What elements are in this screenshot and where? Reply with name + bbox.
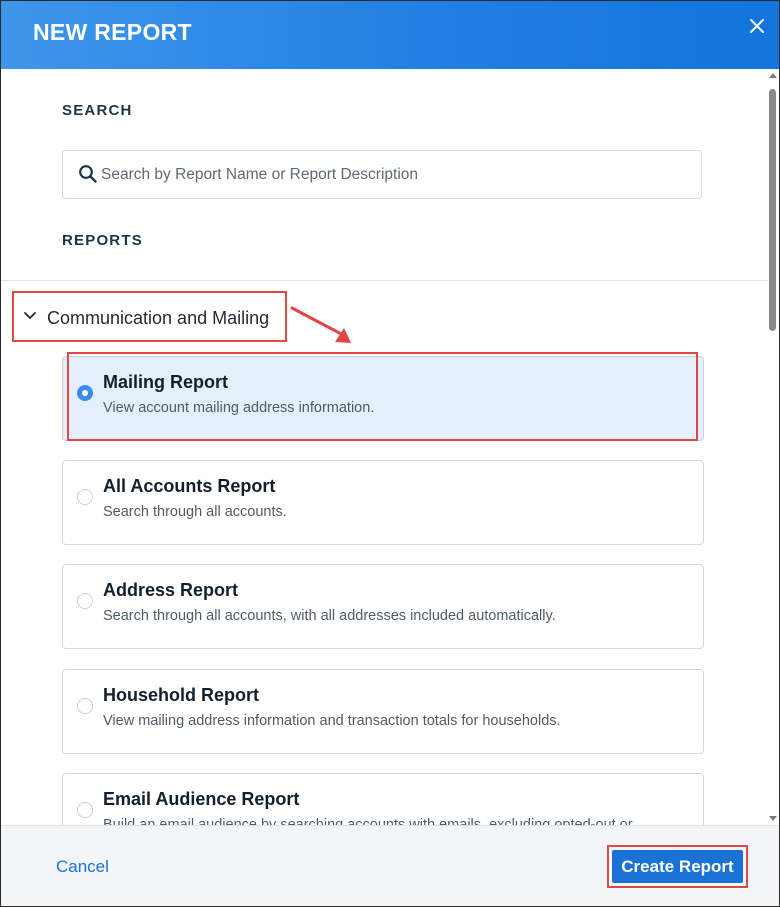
- close-button[interactable]: [743, 12, 771, 40]
- close-icon: [743, 12, 771, 40]
- report-title: All Accounts Report: [103, 476, 276, 496]
- report-description: View account mailing address information.: [103, 400, 375, 416]
- dialog-footer: [1, 825, 779, 907]
- annotation-arrow-icon: [289, 303, 359, 347]
- report-title: Email Audience Report: [103, 789, 300, 809]
- report-group-label: Communication and Mailing: [47, 308, 270, 328]
- dialog-header: [1, 1, 779, 69]
- create-report-button[interactable]: Create Report: [612, 850, 743, 883]
- search-input[interactable]: [101, 151, 691, 198]
- annotation-highlight: [607, 845, 748, 888]
- cancel-button[interactable]: Cancel: [56, 857, 109, 876]
- search-section-label: SEARCH: [62, 102, 133, 119]
- radio-button[interactable]: [77, 802, 93, 818]
- report-option-address[interactable]: [62, 564, 704, 649]
- report-description: Search through all accounts.: [103, 504, 287, 520]
- radio-button[interactable]: [77, 489, 93, 505]
- report-option-mailing[interactable]: [62, 356, 704, 441]
- radio-button[interactable]: [77, 698, 93, 714]
- scroll-down-arrow-icon[interactable]: [769, 816, 777, 821]
- scroll-thumb[interactable]: [769, 89, 776, 331]
- report-group-toggle[interactable]: [12, 291, 287, 342]
- dialog-title: NEW REPORT: [33, 19, 192, 45]
- report-title: Address Report: [103, 580, 239, 600]
- report-description: View mailing address information and transaction totals for households.: [103, 713, 561, 729]
- reports-section-label: REPORTS: [62, 232, 143, 249]
- scrollbar[interactable]: [767, 69, 779, 825]
- report-option-all-accounts[interactable]: [62, 460, 704, 545]
- report-description: Search through all accounts, with all addresses included automatically.: [103, 608, 556, 624]
- radio-button[interactable]: [77, 385, 93, 401]
- divider: [1, 280, 768, 281]
- search-icon: [78, 164, 98, 184]
- chevron-down-icon: [23, 311, 37, 321]
- report-title: Household Report: [103, 685, 259, 705]
- search-box[interactable]: [62, 150, 702, 199]
- scroll-up-arrow-icon[interactable]: [769, 73, 777, 78]
- radio-button[interactable]: [77, 593, 93, 609]
- report-option-household[interactable]: [62, 669, 704, 754]
- report-title: Mailing Report: [103, 372, 228, 392]
